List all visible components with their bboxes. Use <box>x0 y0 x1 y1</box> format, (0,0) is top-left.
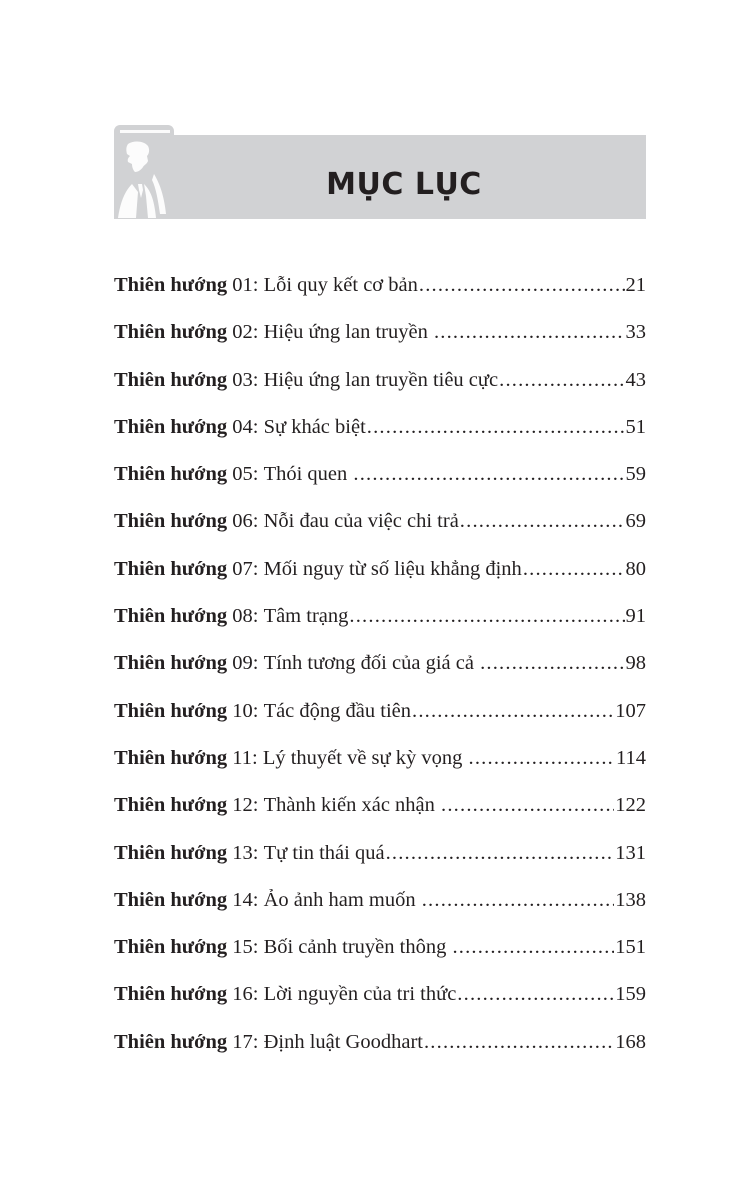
toc-entry-label: Thiên hướng <box>114 1030 228 1053</box>
toc-entry-colon: : <box>252 841 264 864</box>
toc-entry[interactable] <box>114 369 646 416</box>
toc-entry-number: 13 <box>232 841 253 864</box>
toc-entry-leader-dots <box>419 274 625 297</box>
toc-entry-label: Thiên hướng <box>114 274 228 296</box>
toc-entry-number: 12 <box>232 794 253 817</box>
toc-entry[interactable] <box>114 416 646 463</box>
toc-entry-leader-dots <box>452 936 614 959</box>
toc-entry-page-number[interactable]: 122 <box>615 794 646 817</box>
toc-entry-title[interactable]: Lỗi quy kết cơ bản <box>263 274 418 296</box>
toc-entry-label: Thiên hướng <box>114 936 228 959</box>
toc-entry-page-number[interactable]: 168 <box>615 1030 646 1053</box>
toc-entry-page-number[interactable]: 114 <box>616 746 646 769</box>
toc-entry-number: 17 <box>232 1030 253 1053</box>
toc-entry-page-number[interactable]: 91 <box>625 605 646 628</box>
toc-entry-title[interactable]: Định luật Goodhart <box>263 1030 423 1053</box>
toc-entry-colon: : <box>252 794 264 817</box>
toc-entry-colon: : <box>252 415 264 438</box>
toc-entry-colon: : <box>252 983 264 1006</box>
toc-entry-colon: : <box>252 652 264 675</box>
banner-highlight <box>120 130 170 133</box>
toc-entry-label: Thiên hướng <box>114 557 228 580</box>
toc-entry-colon: : <box>252 463 264 486</box>
toc-entry[interactable] <box>114 1031 646 1078</box>
toc-entry-label: Thiên hướng <box>114 746 228 769</box>
toc-entry-label: Thiên hướng <box>114 794 228 817</box>
toc-entry-number: 15 <box>232 936 253 959</box>
toc-entry-number: 06 <box>232 510 253 533</box>
toc-entry-title[interactable]: Lý thuyết về sự kỳ vọng <box>262 746 468 769</box>
toc-entry-title[interactable]: Hiệu ứng lan truyền tiêu cực <box>263 368 499 391</box>
toc-entry-leader-dots <box>457 983 614 1006</box>
toc-entry[interactable] <box>114 700 646 747</box>
toc-entry-title[interactable]: Thành kiến xác nhận <box>263 794 441 817</box>
toc-entry-colon: : <box>252 936 264 959</box>
toc-entry-number: 09 <box>232 652 253 675</box>
toc-entry-number: 05 <box>232 463 253 486</box>
toc-entry-label: Thiên hướng <box>114 652 228 675</box>
toc-entry-page-number[interactable]: 151 <box>615 936 646 959</box>
toc-entry-page-number[interactable]: 51 <box>625 415 646 438</box>
toc-entry-number: 11 <box>232 746 252 769</box>
toc-entry-label: Thiên hướng <box>114 983 228 1006</box>
toc-entry-page-number[interactable]: 43 <box>625 368 646 391</box>
toc-entry-leader-dots <box>499 369 624 392</box>
toc-entry-page-number[interactable]: 159 <box>615 983 646 1006</box>
toc-entry-title[interactable]: Tự tin thái quá <box>263 841 385 864</box>
toc-entry-label: Thiên hướng <box>114 368 228 391</box>
toc-entry-number: 01 <box>232 274 253 296</box>
toc-entry-title[interactable]: Thói quen <box>263 463 353 486</box>
toc-entry-title[interactable]: Tâm trạng <box>263 605 349 628</box>
toc-entry-label: Thiên hướng <box>114 463 228 486</box>
toc-entry[interactable] <box>114 274 646 321</box>
toc-entry-leader-dots <box>422 889 615 912</box>
toc-entry[interactable] <box>114 936 646 983</box>
toc-entry-label: Thiên hướng <box>114 605 228 628</box>
toc-entry-colon: : <box>252 888 264 911</box>
toc-entry-leader-dots <box>460 510 625 533</box>
toc-entry-colon: : <box>252 274 264 296</box>
toc-entry-number: 02 <box>232 321 253 344</box>
toc-entry-leader-dots <box>353 463 624 486</box>
toc-entry-label: Thiên hướng <box>114 841 228 864</box>
toc-entry-number: 10 <box>232 699 253 722</box>
toc-entry[interactable] <box>114 652 646 699</box>
toc-entry-colon: : <box>252 557 264 580</box>
toc-entry-leader-dots <box>386 842 615 865</box>
toc-entry-leader-dots <box>349 605 624 628</box>
toc-entry[interactable] <box>114 842 646 889</box>
toc-entry[interactable] <box>114 983 646 1030</box>
toc-entry-label: Thiên hướng <box>114 699 228 722</box>
toc-entry-colon: : <box>251 746 263 769</box>
toc-entry-title[interactable]: Sự khác biệt <box>263 415 366 438</box>
toc-entry-colon: : <box>252 368 264 391</box>
toc-entry[interactable] <box>114 510 646 557</box>
toc-entry[interactable] <box>114 747 646 794</box>
toc-entry-colon: : <box>252 1030 264 1053</box>
toc-entry-leader-dots <box>469 747 615 770</box>
toc-entry[interactable] <box>114 794 646 841</box>
toc-entry-page-number[interactable]: 33 <box>625 321 646 344</box>
toc-entry-leader-dots <box>412 700 614 723</box>
page-title: MỤC LỤC <box>326 167 482 202</box>
toc-entry-title[interactable]: Bối cảnh truyền thông <box>263 936 452 959</box>
toc-entry[interactable] <box>114 605 646 652</box>
toc-entry-number: 08 <box>232 605 253 628</box>
toc-entry-page-number[interactable]: 59 <box>625 463 646 486</box>
toc-entry-label: Thiên hướng <box>114 321 228 344</box>
toc-entry-title[interactable]: Mối nguy từ số liệu khẳng định <box>263 557 522 580</box>
toc-entry-number: 03 <box>232 368 253 391</box>
toc-entry-leader-dots <box>441 794 614 817</box>
toc-entry-number: 04 <box>232 415 253 438</box>
toc-entry-page-number[interactable]: 69 <box>625 510 646 533</box>
toc-entry-title[interactable]: Nỗi đau của việc chi trả <box>263 510 459 533</box>
toc-entry[interactable] <box>114 463 646 510</box>
toc-entry-label: Thiên hướng <box>114 888 228 911</box>
toc-entry-colon: : <box>252 699 264 722</box>
toc-entry-leader-dots <box>424 1031 614 1054</box>
toc-entry-page-number[interactable]: 80 <box>625 557 646 580</box>
toc-entry-colon: : <box>252 321 264 344</box>
toc-entry-leader-dots <box>434 321 625 344</box>
toc-entry-page-number[interactable]: 138 <box>615 888 646 911</box>
toc-entry-colon: : <box>252 605 264 628</box>
toc-entry-title[interactable]: Hiệu ứng lan truyền <box>263 321 433 344</box>
toc-entry[interactable] <box>114 558 646 605</box>
toc-entry-page-number[interactable]: 131 <box>615 841 646 864</box>
toc-entry-label: Thiên hướng <box>114 415 228 438</box>
toc-entry-colon: : <box>252 510 264 533</box>
toc-entry-number: 07 <box>232 557 253 580</box>
toc-entry-title[interactable]: Tác động đầu tiên <box>263 699 411 722</box>
toc-entry-page-number[interactable]: 98 <box>625 652 646 675</box>
toc-entry-leader-dots <box>367 416 625 439</box>
toc-entry[interactable] <box>114 321 646 368</box>
toc-entry[interactable] <box>114 889 646 936</box>
toc-entry-title[interactable]: Ảo ảnh ham muốn <box>263 888 421 911</box>
toc-entry-page-number[interactable]: 107 <box>615 699 646 722</box>
toc-entry-number: 16 <box>232 983 253 1006</box>
toc-entry-title[interactable]: Lời nguyền của tri thức <box>263 983 457 1006</box>
toc-entry-page-number[interactable]: 21 <box>625 274 646 296</box>
table-of-contents <box>114 274 646 1078</box>
toc-entry-label: Thiên hướng <box>114 510 228 533</box>
toc-entry-title[interactable]: Tính tương đối của giá cả <box>263 652 480 675</box>
toc-entry-number: 14 <box>232 888 253 911</box>
toc-entry-leader-dots <box>480 652 624 675</box>
toc-entry-leader-dots <box>523 558 625 581</box>
